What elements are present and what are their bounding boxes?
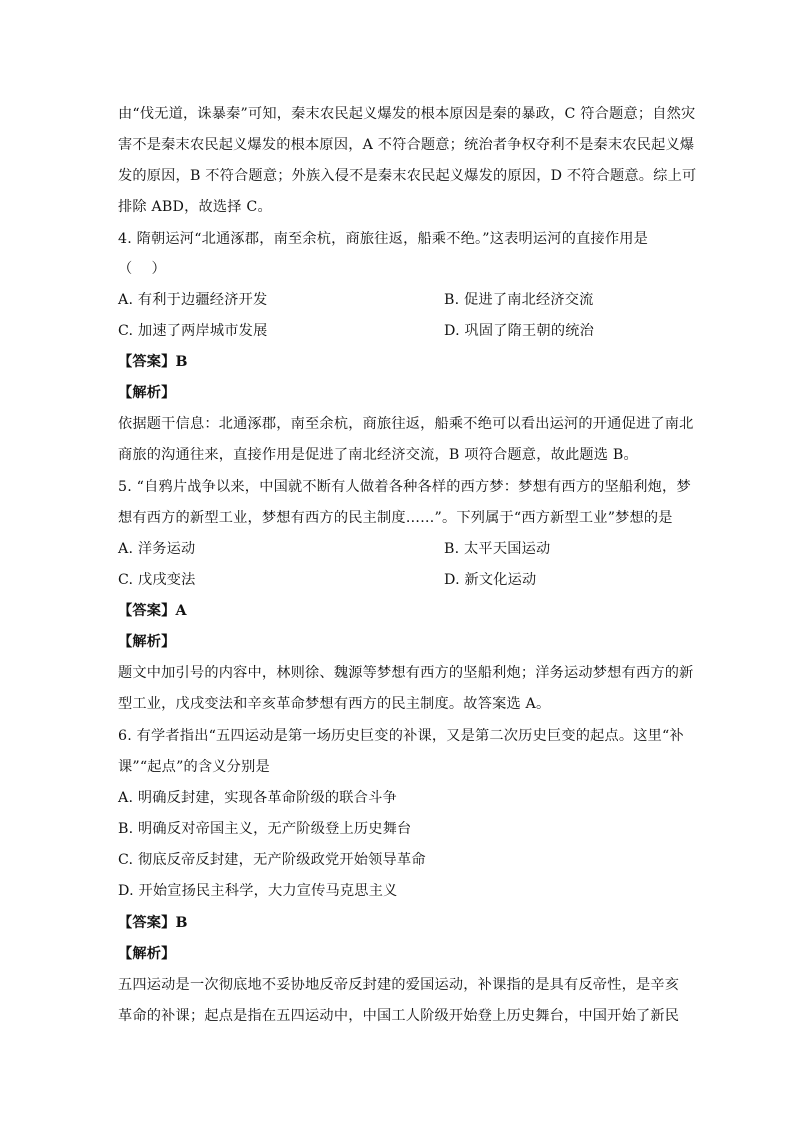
q4-analysis-line-1: 依据题干信息：北通涿郡，南至余杭，商旅往返，船乘不绝可以看出运河的开通促进了南北 xyxy=(118,416,694,432)
q6-answer: 【答案】B xyxy=(118,915,188,931)
intro-line-3: 发的原因，B 不符合题意；外族入侵不是秦末农民起义爆发的原因，D 不符合题意。综上可 xyxy=(118,168,697,184)
q6-option-c: C. 彻底反帝反封建，无产阶级政党开始领导革命 xyxy=(118,852,426,868)
q5-option-d: D. 新文化运动 xyxy=(444,572,537,588)
q5-analysis-label: 【解析】 xyxy=(118,634,176,650)
q4-option-c: C. 加速了两岸城市发展 xyxy=(118,323,268,339)
q6-option-d: D. 开始宣扬民主科学，大力宣传马克思主义 xyxy=(118,883,398,899)
q6-option-a: A. 明确反封建，实现各革命阶级的联合斗争 xyxy=(118,790,397,806)
q5-analysis-line-2: 型工业，戊戌变法和辛亥革命梦想有西方的民主制度。故答案选 A。 xyxy=(118,696,551,712)
q4-option-b: B. 促进了南北经济交流 xyxy=(444,292,594,308)
intro-line-2: 害不是秦末农民起义爆发的根本原因，A 不符合题意；统治者争权夺利不是秦末农民起义爆 xyxy=(118,137,695,153)
q5-stem-line-1: 5. “自鸦片战争以来，中国就不断有人做着各种各样的西方梦：梦想有西方的坚船利炮，梦 xyxy=(118,479,691,495)
intro-line-1: 由“伐无道，诛暴秦”可知，秦末农民起义爆发的根本原因是秦的暴政，C 符合题意；自然灾 xyxy=(118,106,696,122)
q5-answer: 【答案】A xyxy=(118,603,187,619)
intro-line-4: 排除 ABD，故选择 C。 xyxy=(118,199,272,215)
q4-option-d: D. 巩固了隋王朝的统治 xyxy=(444,323,594,339)
q5-option-a: A. 洋务运动 xyxy=(118,541,196,557)
q4-answer: 【答案】B xyxy=(118,354,188,370)
q6-analysis-label: 【解析】 xyxy=(118,946,176,962)
q4-analysis-label: 【解析】 xyxy=(118,385,176,401)
q6-stem-line-2: 课”“起点”的含义分别是 xyxy=(118,759,270,775)
q5-option-b: B. 太平天国运动 xyxy=(444,541,551,557)
q4-stem: 4. 隋朝运河“北通涿郡，南至余杭，商旅往返，船乘不绝。”这表明运河的直接作用是 xyxy=(118,231,649,247)
q6-analysis-line-1: 五四运动是一次彻底地不妥协地反帝反封建的爱国运动，补课指的是具有反帝性，是辛亥 xyxy=(118,977,680,993)
q5-analysis-line-1: 题文中加引号的内容中，林则徐、魏源等梦想有西方的坚船利炮；洋务运动梦想有西方的新 xyxy=(118,665,694,681)
q4-option-a: A. 有利于边疆经济开发 xyxy=(118,292,268,308)
q6-stem-line-1: 6. 有学者指出“五四运动是第一场历史巨变的补课，又是第二次历史巨变的起点。这里“补 xyxy=(118,728,684,744)
q5-option-c: C. 戊戌变法 xyxy=(118,572,196,588)
q6-option-b: B. 明确反对帝国主义，无产阶级登上历史舞台 xyxy=(118,821,412,837)
q4-analysis-line-2: 商旅的沟通往来，直接作用是促进了南北经济交流，B 项符合题意，故此题选 B。 xyxy=(118,447,638,463)
q4-blank: （ ） xyxy=(118,261,166,277)
q5-stem-line-2: 想有西方的新型工业，梦想有西方的民主制度……”。下列属于“西方新型工业”梦想的是 xyxy=(118,510,673,526)
q6-analysis-line-2: 革命的补课；起点是指在五四运动中，中国工人阶级开始登上历史舞台，中国开始了新民 xyxy=(118,1008,680,1024)
